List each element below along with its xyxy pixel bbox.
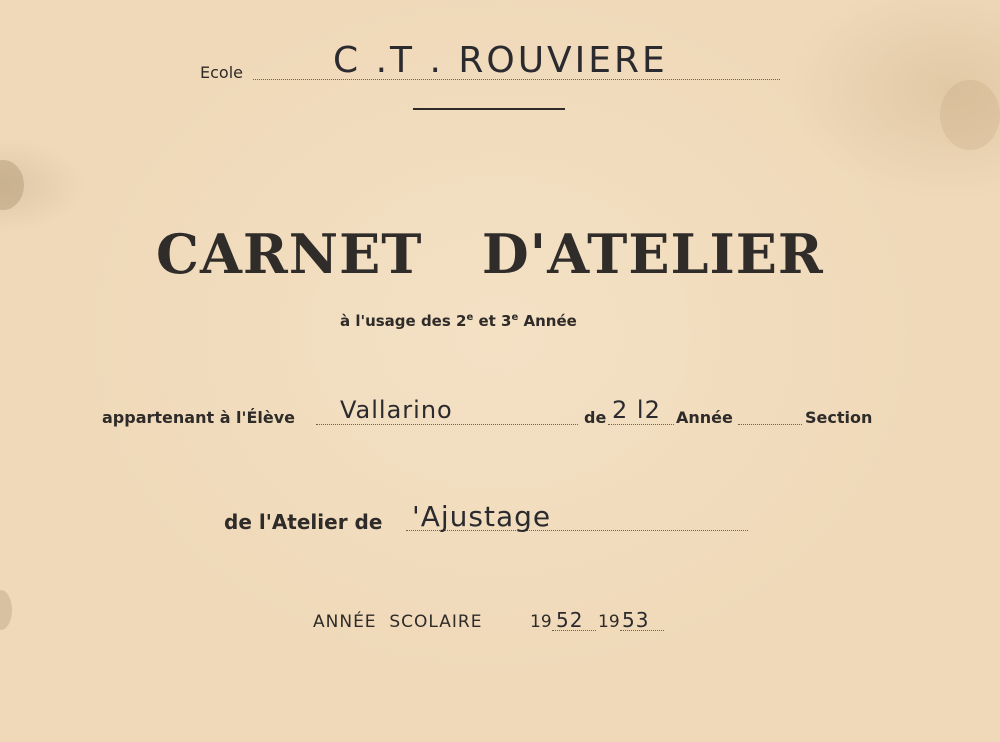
school-year-label: ANNÉE SCOLAIRE	[313, 612, 483, 632]
usage-subtitle	[340, 312, 577, 330]
usage-suffix: Année	[518, 312, 577, 330]
school-underline	[413, 108, 565, 110]
workshop-value-handwritten: 'Ajustage	[412, 500, 552, 533]
school-year-printed-19-b: 19	[598, 612, 620, 632]
year-dotted-line-1	[608, 424, 674, 425]
school-year-printed-19-a: 19	[530, 612, 552, 632]
workshop-label: de l'Atelier de	[224, 510, 383, 534]
paper-stain	[0, 160, 24, 210]
section-label: Section	[805, 408, 873, 427]
usage-middle: et 3	[473, 312, 512, 330]
usage-prefix: à l'usage des 2	[340, 312, 467, 330]
school-label: Ecole	[200, 63, 243, 82]
paper-stain	[940, 80, 1000, 150]
usage-sup-1: e	[466, 312, 474, 323]
student-label: appartenant à l'Élève	[102, 408, 295, 427]
year-label-prefix: de	[584, 408, 607, 427]
year-label-suffix: Année	[676, 408, 733, 427]
paper-stain	[0, 590, 12, 630]
school-name-handwritten: C .T . ROUVIERE	[333, 40, 668, 81]
usage-sup-2: e	[511, 312, 519, 323]
school-year-2-handwritten: 53	[622, 608, 650, 632]
year-value-handwritten: 2 l2	[612, 396, 661, 424]
year-dotted-line-2	[738, 424, 802, 425]
page-title: CARNET D'ATELIER	[156, 222, 824, 286]
school-year-1-handwritten: 52	[556, 608, 584, 632]
student-dotted-line	[316, 424, 578, 425]
student-name-handwritten: Vallarino	[340, 396, 453, 424]
